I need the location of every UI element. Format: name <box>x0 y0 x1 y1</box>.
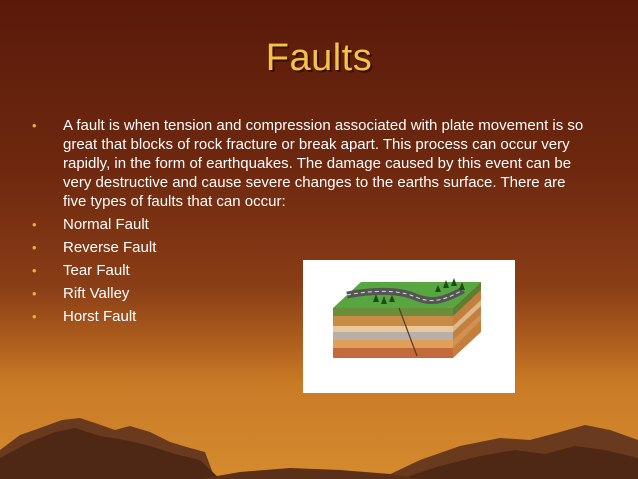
fault-block-diagram-icon <box>303 260 515 393</box>
bullet-text: Reverse Fault <box>63 239 157 256</box>
bullet-text: Normal Fault <box>63 216 149 233</box>
bullet-icon: • <box>32 309 37 324</box>
bullet-item <box>32 238 592 257</box>
bullet-icon: • <box>32 240 37 255</box>
bullet-icon: • <box>32 286 37 301</box>
bullet-text: Rift Valley <box>63 285 130 302</box>
slide-title: Faults <box>265 37 373 79</box>
bullet-text: A fault is when tension and compression associated with plate movement is so great that blocks of rock fracture or break apart. This process can occur very rapidly, in the form of earthquakes. The damage caused by this event can be very destructive and cause severe changes to the earths surface. There are five types of faults that can occur: <box>63 117 584 210</box>
fault-block-figure <box>303 260 515 393</box>
bullet-text: Horst Fault <box>63 308 137 325</box>
mountain-silhouette <box>0 380 638 479</box>
bullet-item <box>32 116 592 211</box>
bullet-icon: • <box>32 263 37 278</box>
bullet-item <box>32 215 592 234</box>
bullet-text: Tear Fault <box>63 262 130 279</box>
bullet-icon: • <box>32 118 37 133</box>
bullet-icon: • <box>32 217 37 232</box>
